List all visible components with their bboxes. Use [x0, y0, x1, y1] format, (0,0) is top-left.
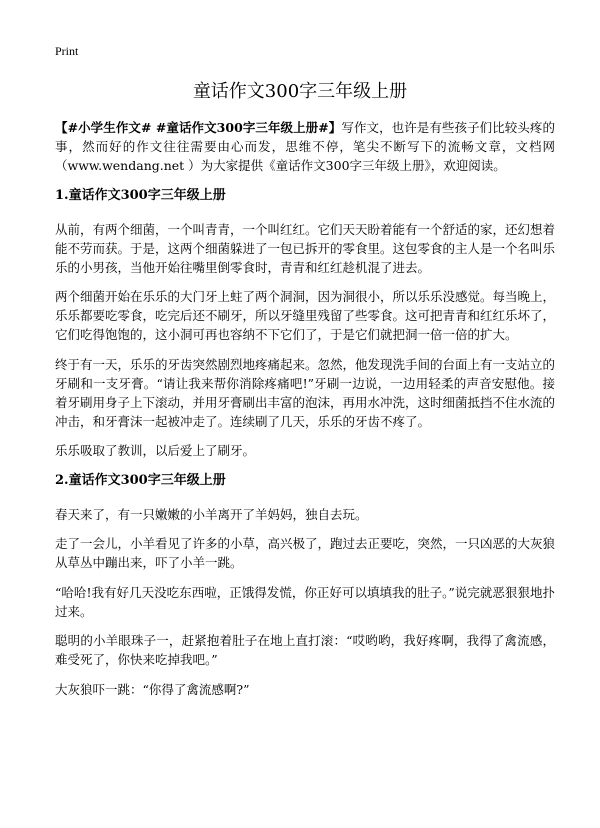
paragraph: 聪明的小羊眼珠子一，赶紧抱着肚子在地上直打滚：“哎哟哟，我好疼啊，我得了禽流感，难受死了，你快来吃掉我吧。”: [55, 633, 555, 667]
intro-paragraph: [55, 118, 555, 175]
intro-tag: 【#小学生作文# #童话作文300字三年级上册#】: [55, 120, 342, 135]
intro-text: 写作文，也许是有些孩子们比较头疼的事，然而好的作文往往需要由心而发，思维不停，笔尖不断写下的流畅文章，文档网（www.wendang.net ）为大家提供《童话作文300字三年级上册》，欢迎阅读。: [55, 120, 555, 173]
paragraph: 终于有一天，乐乐的牙齿突然剧烈地疼痛起来。忽然，他发现洗手间的台面上有一支站立的牙刷和一支牙膏。“请让我来帮你消除疼痛吧!”牙刷一边说，一边用轻柔的声音安慰他。接着牙刷用身子上下滚动，并用牙膏刷出丰富的泡沫，再用水冲洗，这时细菌抵挡不住水流的冲击，和牙膏沫一起被冲走了。连续刷了几天，乐乐的牙齿不疼了。: [55, 356, 556, 429]
paragraph: 两个细菌开始在乐乐的大门牙上蛀了两个洞洞，因为洞很小，所以乐乐没感觉。每当晚上，乐乐都要吃零食，吃完后还不刷牙，所以牙缝里残留了些零食。这可把青青和红红乐坏了，它们吃得饱饱的，这小洞可再也容纳不下它们了，于是它们就把洞一倍一倍的扩大。: [55, 289, 556, 342]
section-heading: 2.童话作文300字三年级上册: [55, 472, 226, 488]
paragraph: 走了一会儿，小羊看见了许多的小草，高兴极了，跑过去正要吃，突然，一只凶恶的大灰狼从草丛中蹦出来，吓了小羊一跳。: [55, 536, 556, 570]
paragraph: 从前，有两个细菌，一个叫青青，一个叫红红。它们天天盼着能有一个舒适的家，还幻想着能不劳而获。于是，这两个细菌躲进了一包已拆开的零食里。这包零食的主人是一个名叫乐乐的小男孩，当他开始往嘴里倒零食时，青青和红红趁机混了进去。: [55, 221, 556, 275]
print-label: Print: [55, 44, 79, 58]
paragraph: 乐乐吸取了教训，以后爱上了刷牙。: [55, 443, 256, 458]
section-heading: 1.童话作文300字三年级上册: [55, 187, 226, 203]
paragraph: 大灰狼吓一跳：“你得了禽流感啊?”: [55, 681, 250, 697]
document-title: 童话作文300字三年级上册: [192, 81, 408, 102]
paragraph: 春天来了，有一只嫩嫩的小羊离开了羊妈妈，独自去玩。: [55, 506, 368, 522]
document-content: [55, 118, 555, 709]
paragraph: “哈哈!我有好几天没吃东西啦，正饿得发慌，你正好可以填填我的肚子。”说完就恶狠狠地扑过来。: [55, 584, 555, 619]
